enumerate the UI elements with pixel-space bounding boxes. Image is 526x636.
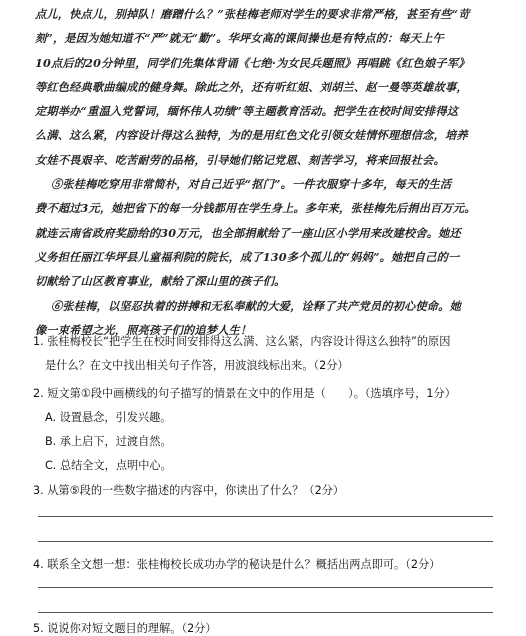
question-2	[33, 382, 493, 478]
passage-line: ⑤张桂梅吃穿用非常简朴，对自己近乎“抠门”。一件衣服穿十多年，每天的生活	[51, 177, 452, 191]
option-b: B. 承上启下，过渡自然。	[45, 435, 172, 448]
passage-paragraph-continued	[35, 2, 490, 172]
option-a: A. 设置悬念，引发兴趣。	[45, 411, 172, 424]
question-4-text: 4. 联系全文想一想：张桂梅校长成功办学的秘诀是什么？概括出两点即可。（2分）	[33, 558, 441, 571]
question-1-text-cont: 是什么？在文中找出相关句子作答，用波浪线标出来。（2分）	[45, 359, 349, 372]
passage-line: ⑥张桂梅，以坚忍执着的拼搏和无私奉献的大爱，诠释了共产党员的初心使命。她	[51, 299, 461, 313]
passage-line: 女娃不畏艰辛、吃苦耐劳的品格，引导她们铭记党恩、刻苦学习，将来回报社会。	[35, 152, 445, 167]
answer-line[interactable]	[38, 587, 493, 588]
answer-line[interactable]	[38, 516, 493, 517]
answer-line[interactable]	[38, 612, 493, 613]
answer-line[interactable]	[38, 541, 493, 542]
question-2-stem: 2. 短文第①段中画横线的句子描写的情景在文中的作用是（ ）。（选填序号，1分）	[33, 387, 456, 400]
question-5-partial: 5. 说说你对短文题目的理解。（2分）	[33, 622, 217, 635]
passage-line: 定期举办“重温入党誓词，缅怀伟人功绩”等主题教育活动。把学生在校时间安排得这	[35, 104, 459, 119]
passage-line: 10点后的20分钟里，同学们先集体背诵《七绝·为女民兵题照》再唱跳《红色娘子军》	[35, 55, 470, 70]
passage-line: 点儿，快点儿，别掉队！磨蹭什么？”张桂梅老师对学生的要求非常严格，甚至有些“苛	[35, 7, 470, 21]
passage-line: 切献给了山区教育事业，献给了深山里的孩子们。	[35, 274, 286, 289]
passage-line: 义务担任丽江华坪县儿童福利院的院长，成了130多个孤儿的“妈妈”。她把自己的一	[35, 249, 460, 264]
option-c: C. 总结全文，点明中心。	[45, 459, 172, 472]
question-1-text: 1. 张桂梅校长“把学生在校时间安排得这么满、这么紧，内容设计得这么独特”的原因	[33, 335, 451, 348]
question-3	[33, 479, 493, 503]
question-1	[33, 330, 493, 378]
question-3-text: 3. 从第⑤段的一些数字描述的内容中，你读出了什么？（2分）	[33, 484, 345, 497]
passage-line: 就连云南省政府奖励给的30万元，也全部捐献给了一座山区小学用来改建校舍。她还	[35, 225, 461, 240]
passage-line: 等红色经典歌曲编成的健身舞。除此之外，还有听红姐、刘胡兰、赵一曼等英雄故事，	[35, 79, 468, 94]
passage-line: 像一束希望之光，照亮孩子们的追梦人生！	[35, 323, 252, 338]
question-4	[33, 553, 493, 577]
passage-line: 费不超过3元，她把省下的每一分钱都用在学生身上。多年来，张桂梅先后捐出百万元。	[35, 201, 476, 216]
passage-line: 刻”，是因为她知道不“严”就无“勤”。华坪女高的课间操也是有特点的：每天上午	[35, 31, 444, 46]
passage-line: 么满、这么紧，内容设计得这么独特，为的是用红色文化引领女娃情怀理想信念，培养	[35, 128, 468, 143]
passage-paragraph-5	[35, 172, 490, 293]
